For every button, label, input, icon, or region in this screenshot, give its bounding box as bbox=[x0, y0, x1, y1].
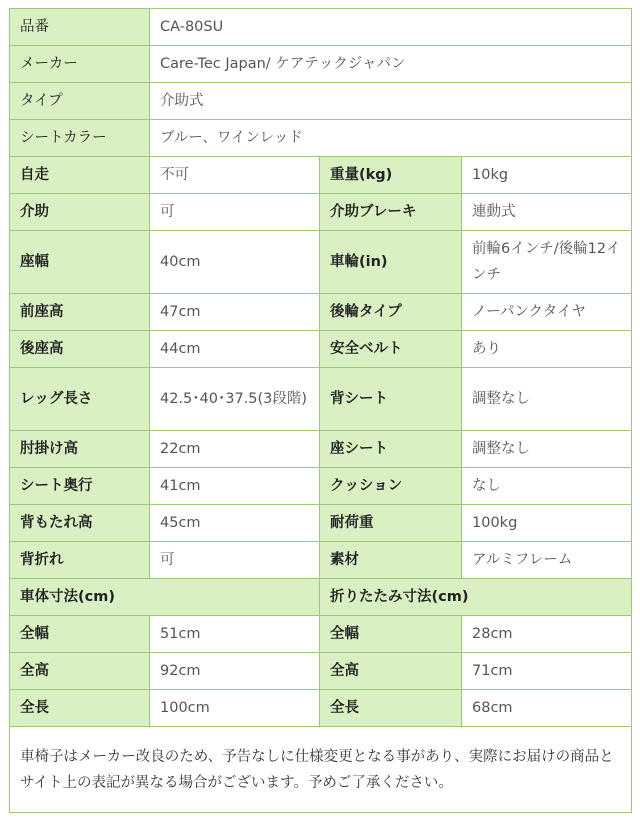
table-row bbox=[10, 9, 632, 46]
spec-label: 前座高 bbox=[10, 294, 150, 331]
spec-value: ブルー、ワインレッド bbox=[150, 120, 632, 157]
spec-table bbox=[9, 8, 632, 813]
spec-value: 44cm bbox=[150, 331, 320, 368]
spec-value: 調整なし bbox=[462, 431, 632, 468]
spec-value: あり bbox=[462, 331, 632, 368]
dimensions-header-row bbox=[10, 579, 632, 616]
spec-label: 介助 bbox=[10, 194, 150, 231]
note-row bbox=[10, 727, 632, 813]
table-row bbox=[10, 331, 632, 368]
spec-value: 45cm bbox=[150, 505, 320, 542]
spec-label: 全幅 bbox=[10, 616, 150, 653]
spec-value: 介助式 bbox=[150, 83, 632, 120]
spec-value: CA-80SU bbox=[150, 9, 632, 46]
spec-value: 不可 bbox=[150, 157, 320, 194]
table-row bbox=[10, 690, 632, 727]
table-row bbox=[10, 616, 632, 653]
spec-label: 自走 bbox=[10, 157, 150, 194]
spec-value: なし bbox=[462, 468, 632, 505]
spec-value: 100cm bbox=[150, 690, 320, 727]
spec-label: 全幅 bbox=[320, 616, 462, 653]
spec-label: メーカー bbox=[10, 46, 150, 83]
spec-label: 後輪タイプ bbox=[320, 294, 462, 331]
spec-value: 22cm bbox=[150, 431, 320, 468]
spec-label: 耐荷重 bbox=[320, 505, 462, 542]
table-row bbox=[10, 194, 632, 231]
spec-value: Care-Tec Japan/ ケアテックジャパン bbox=[150, 46, 632, 83]
table-row bbox=[10, 294, 632, 331]
body-dimensions-header: 車体寸法(cm) bbox=[10, 579, 320, 616]
table-row bbox=[10, 542, 632, 579]
spec-value: 51cm bbox=[150, 616, 320, 653]
table-row bbox=[10, 505, 632, 542]
spec-label: 素材 bbox=[320, 542, 462, 579]
table-row bbox=[10, 120, 632, 157]
spec-value: 10kg bbox=[462, 157, 632, 194]
spec-label: レッグ長さ bbox=[10, 368, 150, 431]
spec-label: 安全ベルト bbox=[320, 331, 462, 368]
table-row bbox=[10, 431, 632, 468]
spec-label: 全高 bbox=[320, 653, 462, 690]
spec-label: 品番 bbox=[10, 9, 150, 46]
table-row bbox=[10, 653, 632, 690]
spec-label: 肘掛け高 bbox=[10, 431, 150, 468]
spec-label: シート奥行 bbox=[10, 468, 150, 505]
spec-value: ノーパンクタイヤ bbox=[462, 294, 632, 331]
spec-value: 47cm bbox=[150, 294, 320, 331]
table-row bbox=[10, 83, 632, 120]
spec-value: 調整なし bbox=[462, 368, 632, 431]
spec-label: 全長 bbox=[10, 690, 150, 727]
spec-value: 92cm bbox=[150, 653, 320, 690]
spec-label: クッション bbox=[320, 468, 462, 505]
spec-value: 42.5･40･37.5(3段階) bbox=[150, 368, 320, 431]
spec-label: 座幅 bbox=[10, 231, 150, 294]
spec-label: 全高 bbox=[10, 653, 150, 690]
spec-label: 背シート bbox=[320, 368, 462, 431]
spec-value: 28cm bbox=[462, 616, 632, 653]
folded-dimensions-header: 折りたたみ寸法(cm) bbox=[320, 579, 632, 616]
disclaimer-note: 車椅子はメーカー改良のため、予告なしに仕様変更となる事があり、実際にお届けの商品とサイト上の表記が異なる場合がございます。予めご了承ください。 bbox=[10, 727, 632, 813]
spec-value: 40cm bbox=[150, 231, 320, 294]
table-row bbox=[10, 368, 632, 431]
spec-value: 連動式 bbox=[462, 194, 632, 231]
table-row bbox=[10, 231, 632, 294]
spec-value: 可 bbox=[150, 542, 320, 579]
spec-value: 71cm bbox=[462, 653, 632, 690]
spec-value: アルミフレーム bbox=[462, 542, 632, 579]
spec-label: 後座高 bbox=[10, 331, 150, 368]
spec-label: 車輪(in) bbox=[320, 231, 462, 294]
table-row bbox=[10, 157, 632, 194]
spec-value: 41cm bbox=[150, 468, 320, 505]
spec-value: 68cm bbox=[462, 690, 632, 727]
spec-label: 座シート bbox=[320, 431, 462, 468]
spec-value: 前輪6インチ/後輪12インチ bbox=[462, 231, 632, 294]
spec-value: 100kg bbox=[462, 505, 632, 542]
spec-value: 可 bbox=[150, 194, 320, 231]
spec-label: 介助ブレーキ bbox=[320, 194, 462, 231]
table-row bbox=[10, 46, 632, 83]
spec-label: 全長 bbox=[320, 690, 462, 727]
spec-label: 背折れ bbox=[10, 542, 150, 579]
spec-label: 重量(kg) bbox=[320, 157, 462, 194]
table-row bbox=[10, 468, 632, 505]
spec-label: 背もたれ高 bbox=[10, 505, 150, 542]
spec-label: タイプ bbox=[10, 83, 150, 120]
spec-label: シートカラー bbox=[10, 120, 150, 157]
